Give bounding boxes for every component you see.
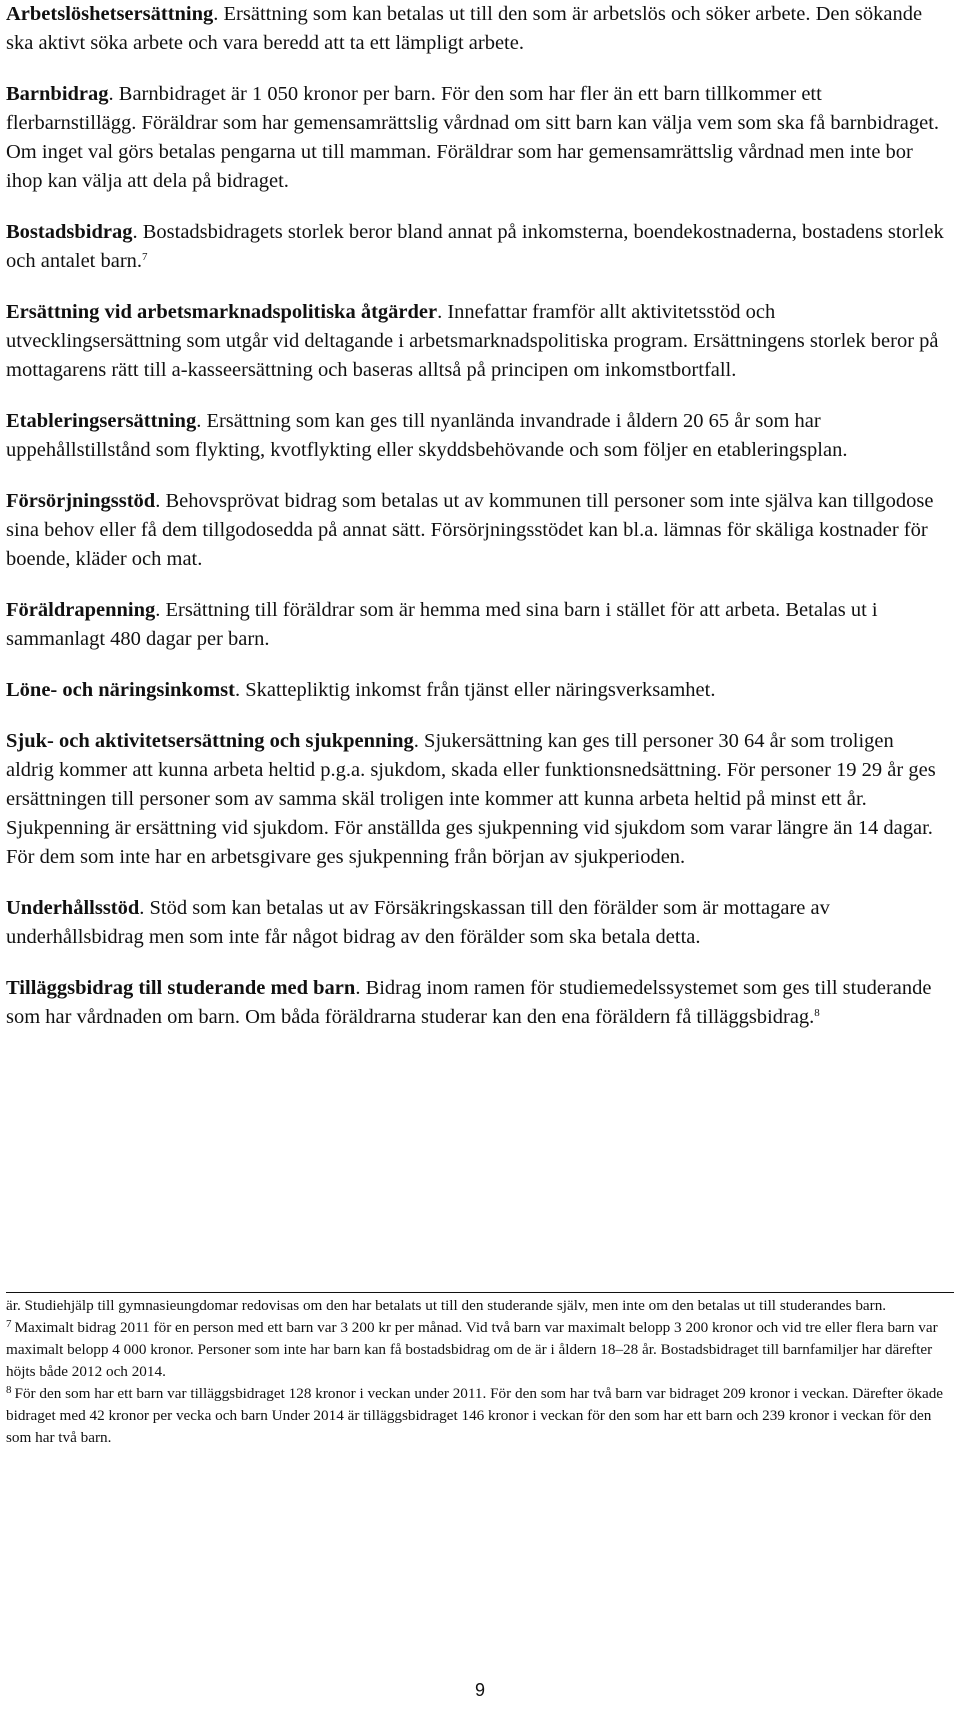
footnote-text: är. Studiehjälp till gymnasieungdomar redovisas om den har betalats ut till den studerande själv, men inte om den betalas ut till studerandes barn.: [6, 1297, 887, 1314]
entry-term: Tilläggsbidrag till studerande med barn: [6, 977, 356, 999]
entry-definition: . Bidrag inom ramen för studiemedelssystemet som ges till studerande som har vårdnaden om barn. Om båda föräldrarna studerar kan den ena föräldern få tilläggsbidrag.: [6, 977, 932, 1028]
entry-term: Bostadsbidrag: [6, 221, 133, 243]
entry-foraldrapenning: [6, 596, 946, 654]
glossary-body: [6, 0, 946, 1054]
entry-term: Underhållsstöd: [6, 897, 140, 919]
footnote-divider: [6, 1292, 954, 1293]
entry-arbetsmarknadspolitiska-atgarder: [6, 298, 946, 385]
entry-term: Etableringsersättning: [6, 410, 197, 432]
entry-definition: . Behovsprövat bidrag som betalas ut av kommunen till personer som inte själva kan tillgodose sina behov eller få dem tillgodosedda på annat sätt. Försörjningsstödet kan bl.a. lämnas för skäliga kostnader för boende, kläder och mat.: [6, 490, 934, 570]
entry-term: Föräldrapenning: [6, 599, 156, 621]
entry-underhallsstod: [6, 894, 946, 952]
entry-barnbidrag: [6, 80, 946, 196]
entry-definition: . Sjukersättning kan ges till personer 30 64 år som troligen aldrig kommer att kunna arbeta heltid p.g.a. sjukdom, skada eller funktionsnedsättning. För personer 19 29 år ges ersättningen till personer som av samma skäl troligen inte kommer att kunna arbeta heltid på minst ett år. Sjukpenning är ersättning vid sjukdom. För anställda ges sjukpenning vid sjukdom som varar längre än 14 dagar. För dem som inte har en arbetsgivare ges sjukpenning från början av sjukperioden.: [6, 730, 936, 868]
entry-etableringsersattning: [6, 407, 946, 465]
footnote-continued: [6, 1295, 946, 1317]
entry-arbetsloshetsersattning: [6, 0, 946, 58]
entry-sjuk-och-aktivitetsersattning: [6, 727, 946, 872]
footnote-reference: 8: [814, 1007, 820, 1019]
entry-definition: . Barnbidraget är 1 050 kronor per barn. För den som har fler än ett barn tillkommer ett flerbarnstillägg. Föräldrar som har gemensamrättslig vårdnad om sitt barn kan välja vem som ska få barnbidraget. Om inget val görs betalas pengarna ut till mamman. Föräldrar som har gemensamrättslig vårdnad men inte bor ihop kan välja att dela på bidraget.: [6, 83, 940, 192]
footnote-8: [6, 1383, 946, 1449]
entry-term: Försörjningsstöd: [6, 490, 156, 512]
entry-definition: . Ersättning till föräldrar som är hemma med sina barn i stället för att arbeta. Betalas ut i sammanlagt 480 dagar per barn.: [6, 599, 878, 650]
entry-definition: . Stöd som kan betalas ut av Försäkringskassan till den förälder som är mottagare av underhållsbidrag men som inte får något bidrag av den förälder som ska betala detta.: [6, 897, 830, 948]
entry-term: Arbetslöshetsersättning: [6, 3, 214, 25]
entry-lone-och-naringsinkomst: [6, 676, 946, 705]
entry-definition: . Bostadsbidragets storlek beror bland annat på inkomsterna, boendekostnaderna, bostadens storlek och antalet barn.: [6, 221, 944, 272]
entry-definition: . Ersättning som kan betalas ut till den som är arbetslös och söker arbete. Den sökande ska aktivt söka arbete och vara beredd att ta ett lämpligt arbete.: [6, 3, 923, 54]
entry-bostadsbidrag: [6, 218, 946, 276]
page-number: 9: [474, 1680, 485, 1700]
entry-definition: . Skattepliktig inkomst från tjänst eller näringsverksamhet.: [234, 679, 716, 701]
entry-term: Sjuk- och aktivitetsersättning och sjukpenning: [6, 730, 414, 752]
footnote-reference: 7: [142, 251, 148, 263]
footnote-number: 7: [6, 1318, 12, 1330]
entry-tillaggsbidrag: [6, 974, 946, 1032]
footnote-number: 8: [6, 1384, 12, 1396]
footnote-text: För den som har ett barn var tilläggsbidraget 128 kronor i veckan under 2011. För den som har två barn var bidraget 209 kronor i veckan. Därefter ökade bidraget med 42 kronor per vecka och barn Under 2014 är tilläggsbidraget 146 kronor i veckan för den som har ett barn och 239 kronor i veckan för den som har två barn.: [6, 1385, 944, 1446]
entry-definition: . Innefattar framför allt aktivitetsstöd och utvecklingsersättning som utgår vid deltagande i arbetsmarknadspolitiska program. Ersättningens storlek beror på mottagarens rätt till a-kasseersättning och baseras alltså på principen om inkomstbortfall.: [6, 301, 939, 381]
footnotes: [6, 1295, 946, 1449]
entry-term: Löne- och näringsinkomst: [6, 679, 235, 701]
footnote-text: Maximalt bidrag 2011 för en person med ett barn var 3 200 kr per månad. Vid två barn var maximalt belopp 3 200 kronor och vid tre eller flera barn var maximalt belopp 4 000 kronor. Personer som inte har barn kan få bostadsbidrag om de är i åldern 18–28 år. Bostadsbidraget till barnfamiljer har därefter höjts både 2012 och 2014.: [6, 1319, 938, 1380]
entry-definition: . Ersättning som kan ges till nyanlända invandrade i åldern 20 65 år som har uppehållstillstånd som flykting, kvotflykting eller skyddsbehövande och som följer en etableringsplan.: [6, 410, 848, 461]
footnote-7: [6, 1317, 946, 1383]
entry-forsorjningsstod: [6, 487, 946, 574]
entry-term: Ersättning vid arbetsmarknadspolitiska åtgärder: [6, 301, 438, 323]
entry-term: Barnbidrag: [6, 83, 109, 105]
